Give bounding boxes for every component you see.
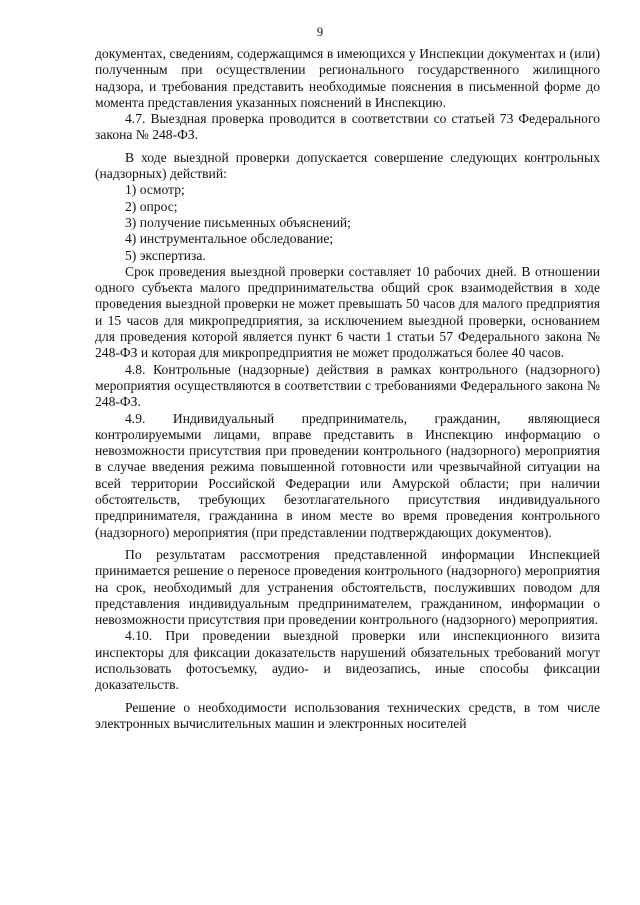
paragraph-4-8: 4.8. Контрольные (надзорные) действия в рамках контрольного (надзорного) мероприятия осуществляются в соответствии с требованиями Федерального закона № 248-ФЗ.: [95, 361, 600, 410]
list-item-inspection: 1) осмотр;: [125, 182, 185, 198]
list-item-survey: 2) опрос;: [125, 198, 178, 214]
paragraph-inspection-duration: Срок проведения выездной проверки составляет 10 рабочих дней. В отношении одного субъекта малого предпринимательства общий срок взаимодействия в ходе проведения выездной проверки не может превышать 50 часов для малого предприятия и 15 часов для микропредприятия, за исключением выездной проверки, основанием для проведения которой является пункт 6 части 1 статьи 57 Федерального закона № 248-ФЗ и которая для микропредприятия не может продолжаться более 40 часов.: [95, 263, 600, 361]
paragraph-continuation: документах, сведениям, содержащимся в имеющихся у Инспекции документах и (или) полученным при осуществлении регионального государственного жилищного надзора, и требования представить необходимые пояснения в письменной форме до момента представления указанных пояснений в Инспекцию.: [95, 46, 600, 110]
list-item-instrumental-examination: 4) инструментальное обследование;: [125, 231, 334, 247]
paragraph-4-9: 4.9. Индивидуальный предприниматель, гражданин, являющиеся контролируемыми лицами, вправе представить в Инспекцию информацию о невозможности присутствия при проведении контрольного (надзорного) мероприятия в случае введения режима повышенной готовности или чрезвычайной ситуации на всей территории Российской Федерации или Амурской области; при наличии обстоятельств, требующих безотлагательного присутствия индивидуального предпринимателя, гражданина в ином месте во время проведения контрольного (надзорного) мероприятия (при представлении подтверждающих документов).: [95, 410, 600, 540]
page-number: 9: [316, 25, 324, 39]
paragraph-actions-intro: В ходе выездной проверки допускается совершение следующих контрольных (надзорных) действий:: [95, 149, 600, 182]
document-body: [95, 46, 600, 732]
paragraph-4-7: 4.7. Выездная проверка проводится в соответствии со статьей 73 Федерального закона № 248-ФЗ.: [95, 111, 600, 143]
list-item-written-explanations: 3) получение письменных объяснений;: [125, 214, 351, 230]
paragraph-postponement-decision: По результатам рассмотрения представленной информации Инспекцией принимается решение о переносе проведения контрольного (надзорного) мероприятия на срок, необходимый для устранения обстоятельств, послуживших поводом для представления индивидуальным предпринимателем, гражданином, информации о невозможности присутствия при проведении контрольного (надзорного) мероприятия.: [95, 546, 600, 628]
paragraph-technical-means: Решение о необходимости использования технических средств, в том числе электронных вычислительных машин и электронных носителей: [95, 699, 600, 731]
paragraph-4-10: 4.10. При проведении выездной проверки или инспекционного визита инспекторы для фиксации доказательств нарушений обязательных требований могут использовать фотосъемку, аудио- и видеозапись, иные способы фиксации доказательств.: [95, 628, 600, 693]
list-item-expertise: 5) экспертиза.: [125, 247, 206, 263]
